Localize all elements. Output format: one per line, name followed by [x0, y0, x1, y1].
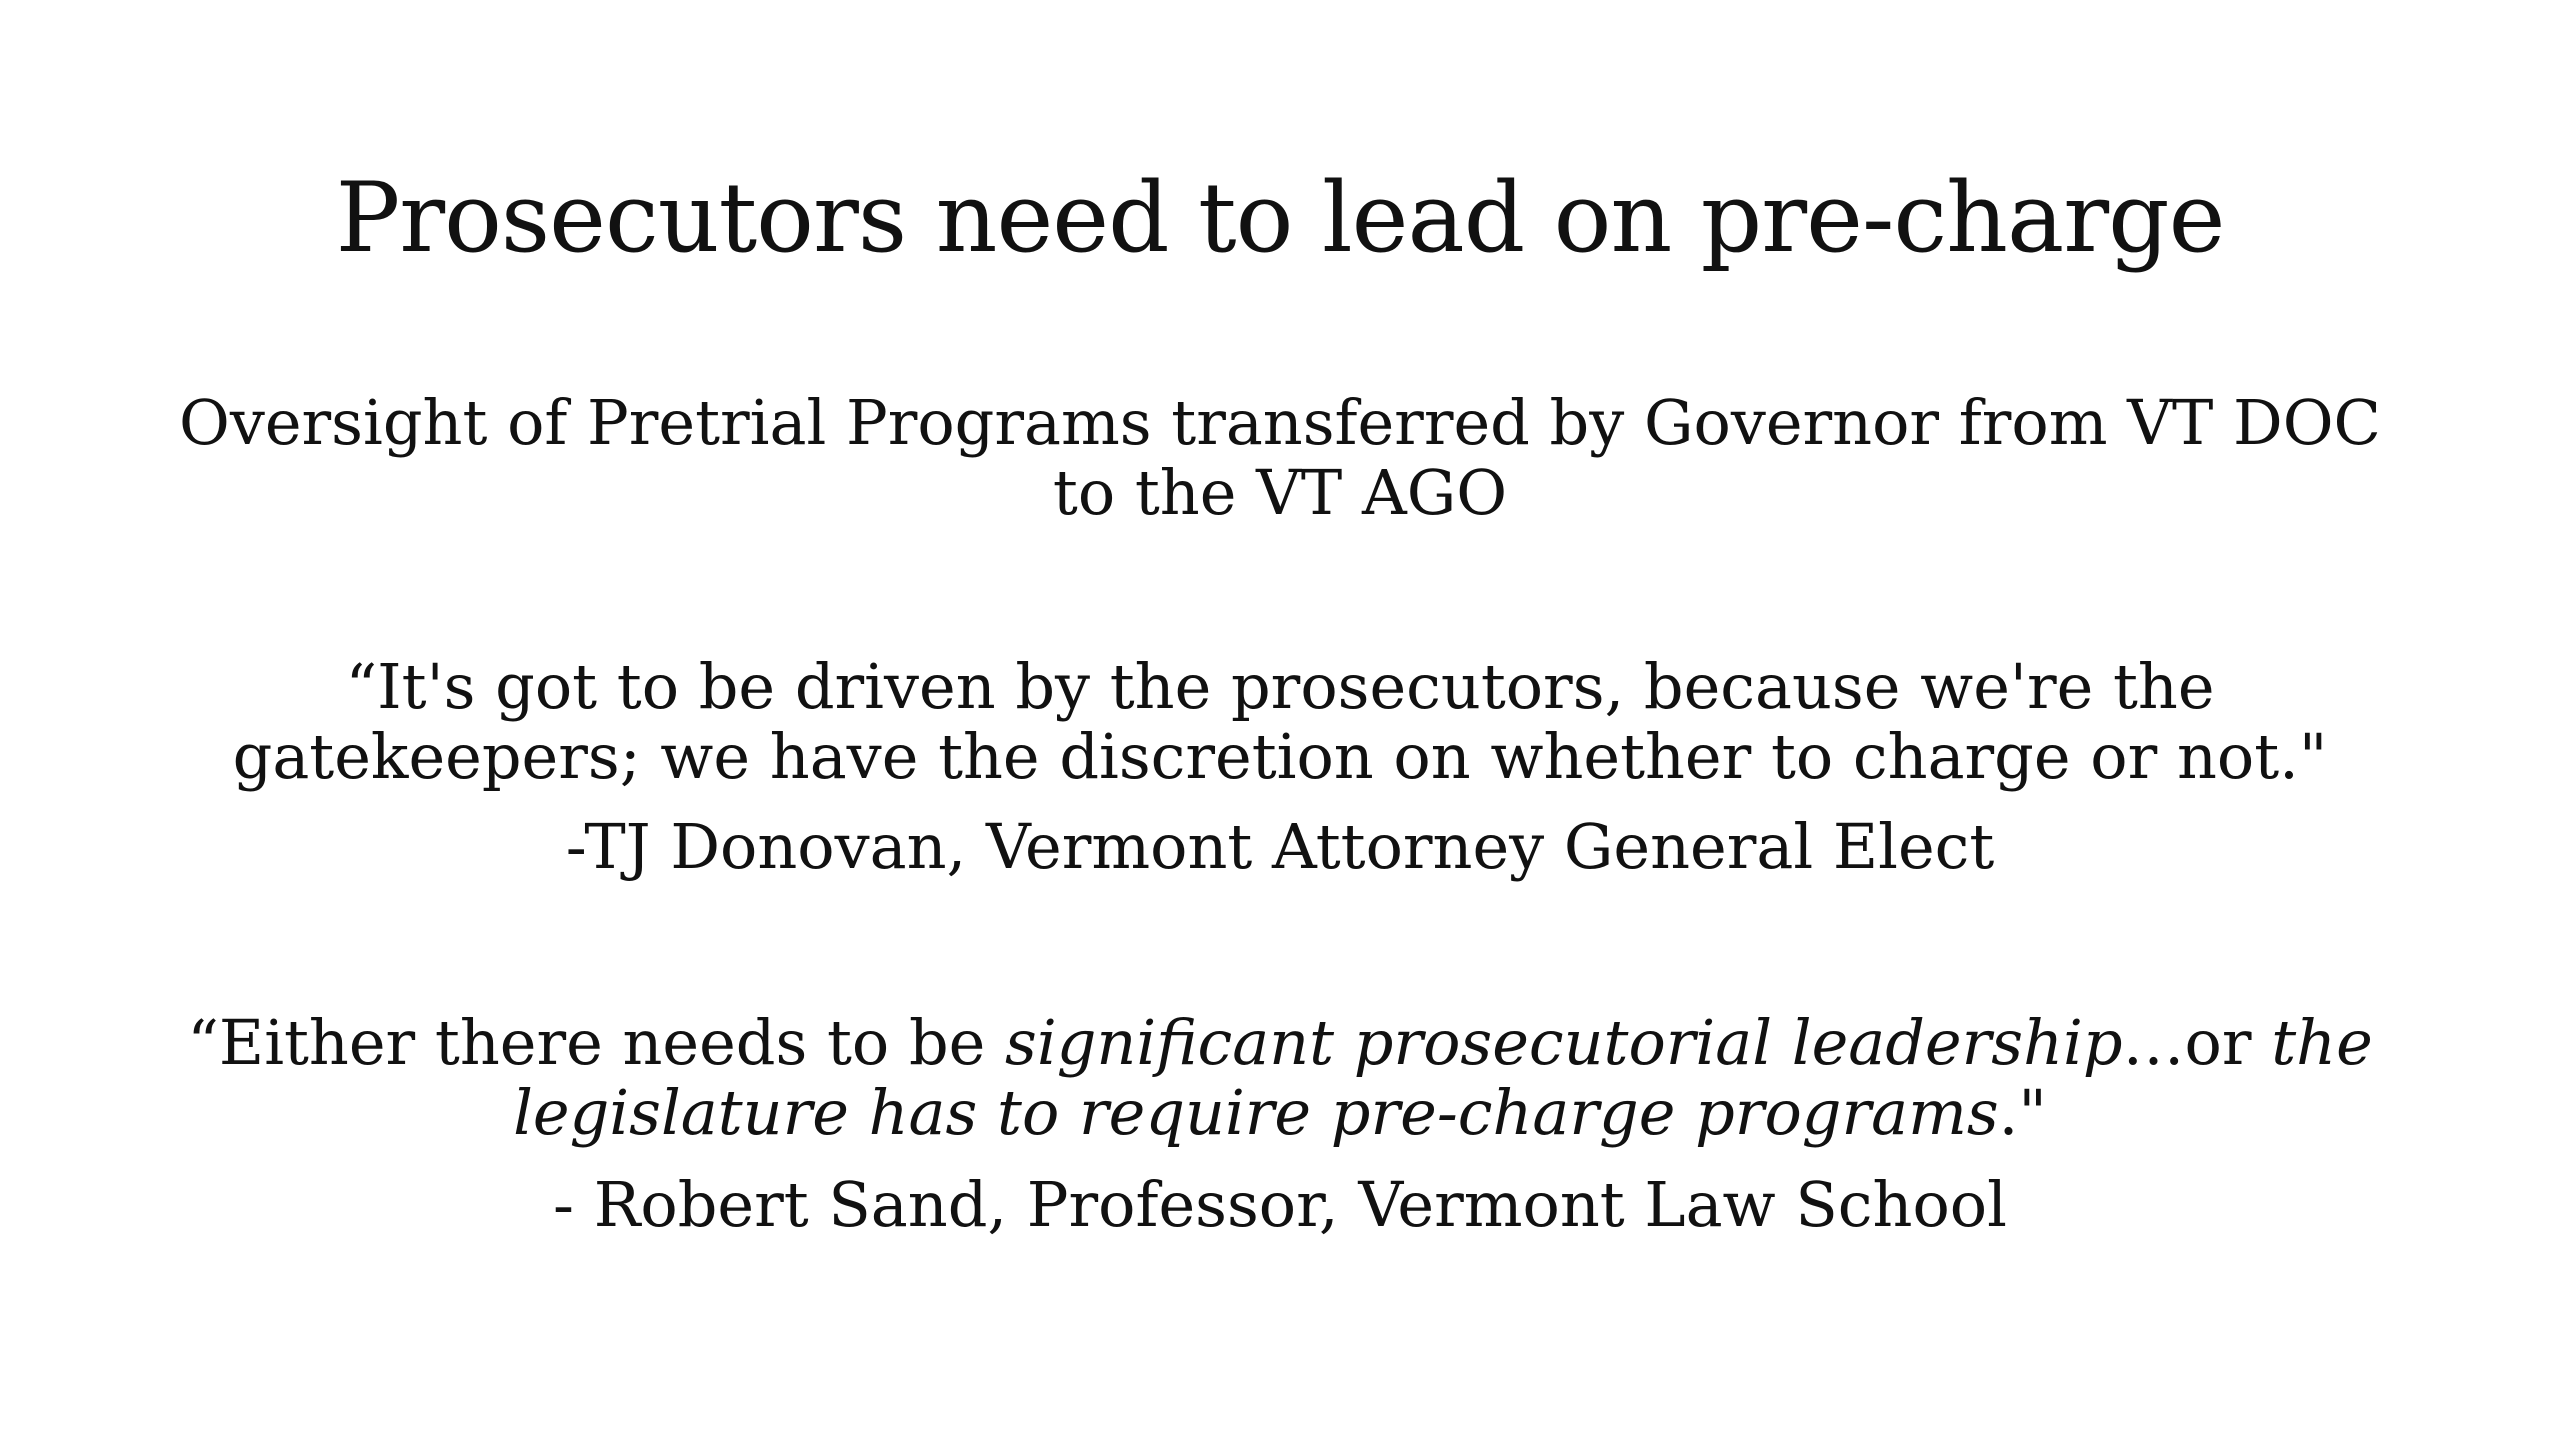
sand-quote-line-1	[160, 1008, 2400, 1078]
sand-quote-emphasis-b: the	[2271, 1006, 2373, 1079]
donovan-quote-line-2: gatekeepers; we have the discretion on whether to charge or not."	[232, 720, 2328, 793]
sand-quote-text-a: “Either there needs to be	[187, 1006, 1006, 1079]
sand-quote-emphasis-a: significant prosecutorial leadership	[1005, 1006, 2123, 1079]
slide-title: Prosecutors need to lead on pre-charge	[335, 162, 2225, 274]
sand-quote-text-b: …or	[2122, 1006, 2272, 1079]
oversight-line-2: to the VT AGO	[1052, 456, 1508, 529]
sand-quote-line-2	[160, 1078, 2400, 1148]
oversight-paragraph	[160, 388, 2400, 528]
donovan-quote	[160, 652, 2400, 792]
sand-attribution: - Robert Sand, Professor, Vermont Law School	[553, 1168, 2007, 1241]
donovan-quote-line-1: “It's got to be driven by the prosecutors, because we're the	[345, 650, 2215, 723]
sand-quote	[160, 1008, 2400, 1148]
donovan-attribution: -TJ Donovan, Vermont Attorney General Elect	[565, 810, 1995, 883]
sand-quote-emphasis-c: legislature has to require pre-charge programs	[513, 1076, 1999, 1149]
sand-quote-text-c: ."	[1998, 1076, 2047, 1149]
oversight-line-1: Oversight of Pretrial Programs transferred by Governor from VT DOC	[179, 386, 2381, 459]
